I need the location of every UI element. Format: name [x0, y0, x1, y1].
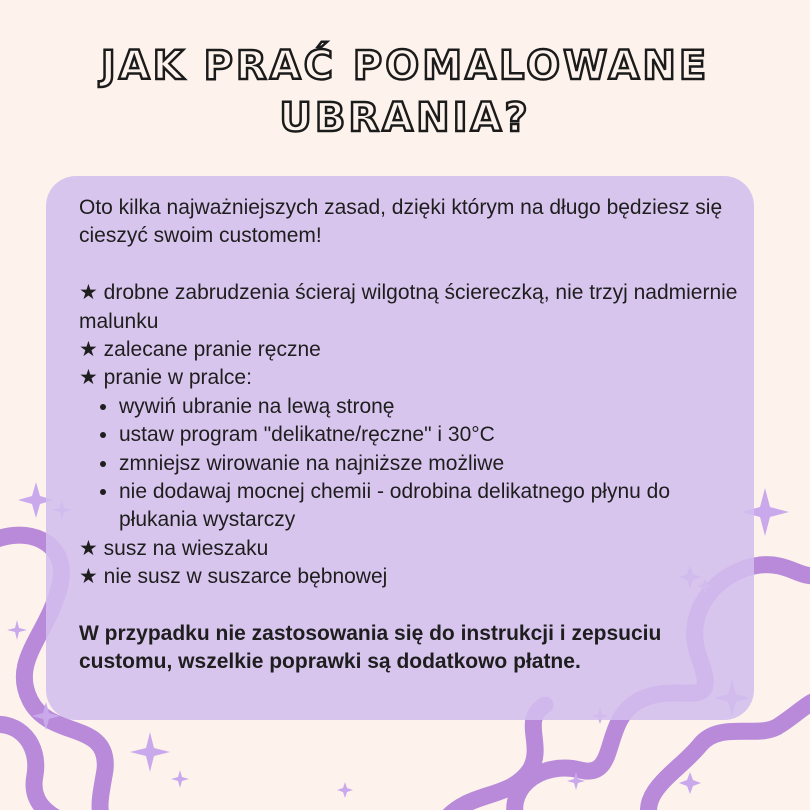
- spacer: [79, 251, 739, 279]
- rule-no-dryer: [79, 563, 739, 591]
- instructions-content: [79, 194, 739, 676]
- title-line-1: JAK PRAĆ POMALOWANE: [100, 43, 710, 89]
- squiggle-bottom-left: [0, 724, 60, 810]
- rule-wipe-text: drobne zabrudzenia ścieraj wilgotną ściereczką, nie trzyj nadmiernie malunku: [79, 281, 738, 333]
- title-line-2: UBRANIA?: [279, 95, 531, 141]
- rule-hang: [79, 535, 739, 563]
- sparkle-icon: [130, 732, 170, 772]
- sparkle-icon: [337, 782, 353, 798]
- sparkle-icon: [7, 620, 27, 640]
- list-item: • zmniejsz wirowanie na najniższe możliwe: [119, 450, 739, 478]
- sparkle-icon: [171, 770, 189, 788]
- list-item: • ustaw program "delikatne/ręczne" i 30°C: [119, 421, 739, 449]
- sparkle-icon: [679, 772, 701, 794]
- list-item: • wywiń ubranie na lewą stronę: [119, 393, 739, 421]
- rule-machine: [79, 364, 739, 392]
- intro-text: Oto kilka najważniejszych zasad, dzięki którym na długo będziesz się cieszyć swoim customem!: [79, 196, 723, 248]
- page-title: [0, 40, 810, 144]
- rule-wipe: [79, 279, 739, 336]
- rule-handwash: [79, 336, 739, 364]
- rule-handwash-text: zalecane pranie ręczne: [103, 338, 321, 362]
- rule-no-dryer-text: nie susz w suszarce bębnowej: [103, 565, 388, 589]
- machine-steps-list: [79, 393, 739, 535]
- warning-text: W przypadku nie zastosowania się do instrukcji i zepsuciu customu, wszelkie poprawki są dodatkowo płatne.: [79, 621, 662, 674]
- rule-hang-text: susz na wieszaku: [103, 536, 269, 560]
- squiggle-bottom-mid: [445, 705, 545, 810]
- list-item: • nie dodawaj mocnej chemii - odrobina delikatnego płynu do płukania wystarczy: [119, 478, 739, 535]
- rule-machine-text: pranie w pralce:: [103, 366, 252, 390]
